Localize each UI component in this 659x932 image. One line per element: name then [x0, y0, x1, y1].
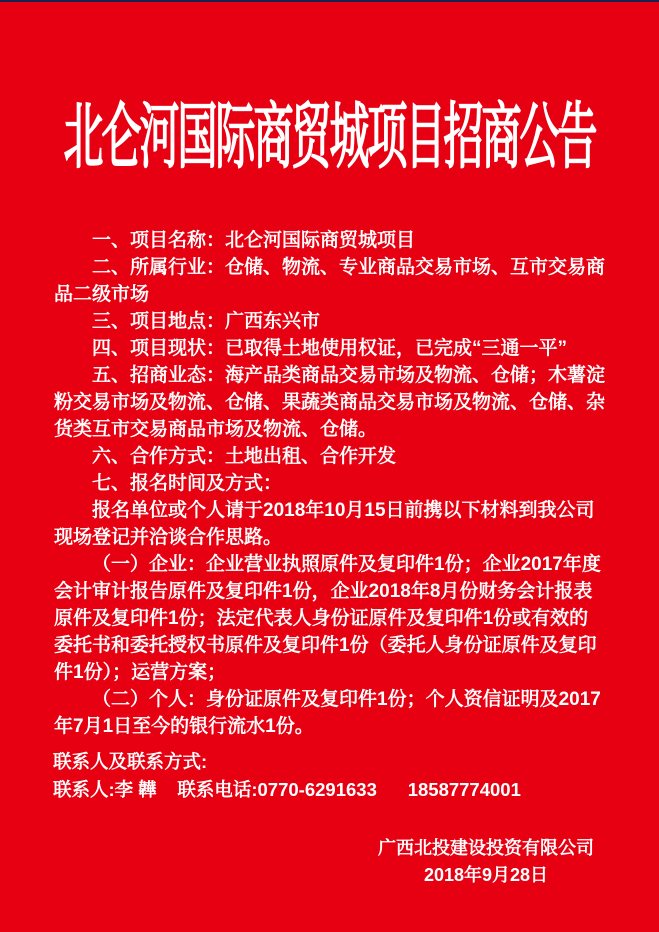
- section-current-status: 四、项目现状：已取得土地使用权证，已完成“三通一平”: [92, 338, 568, 359]
- announcement-title: 北仑河国际商贸城项目招商公告: [63, 96, 596, 178]
- company-name: 广西北投建设投资有限公司: [378, 838, 594, 858]
- section-cooperation-mode: 六、合作方式：土地出租、合作开发: [92, 446, 397, 467]
- issue-date: 2018年9月28日: [423, 865, 549, 885]
- section-location: 三、项目地点：广西东兴市: [92, 311, 321, 332]
- section-industry: 二、所属行业：仓储、物流、专业商品交易市场、互市交易商品二级市场: [54, 257, 606, 305]
- section-registration-title: 七、报名时间及方式：: [92, 473, 283, 494]
- section-business-types: 五、招商业态：海产品类商品交易市场及物流、仓储；木薯淀粉交易市场及物流、仓储、果蔬类商品交易市场及物流、仓储、杂货类互市交易商品市场及物流、仓储。: [54, 365, 606, 440]
- signature-block: [378, 835, 594, 889]
- title-area: [0, 96, 659, 178]
- contact-detail: 联系人:李 韡 联系电话:0770-6291633 18587774001: [53, 779, 521, 800]
- individual-materials: （二）个人：身份证原件及复印件1份；个人资信证明及2017年7月1日至今的银行流水1份。: [54, 689, 601, 737]
- contact-heading: 联系人及联系方式:: [53, 751, 208, 772]
- enterprise-materials: （一）企业：企业营业执照原件及复印件1份；企业2017年度会计审计报告原件及复印件1份，企业2018年8月份财务会计报表原件及复印件1份；法定代表人身份证原件及复印件1份或有效的委托书和委托授权书原件及复印件1份（委托人身份证原件及复印件1份）；运营方案；: [54, 554, 601, 683]
- announcement-body: [54, 227, 606, 740]
- top-edge-line: [0, 0, 659, 2]
- section-project-name: 一、项目名称：北仑河国际商贸城项目: [92, 230, 416, 251]
- registration-instructions: 报名单位或个人请于2018年10月15日前携以下材料到我公司现场登记并洽谈合作思路。: [54, 500, 595, 548]
- contact-block: [53, 748, 613, 804]
